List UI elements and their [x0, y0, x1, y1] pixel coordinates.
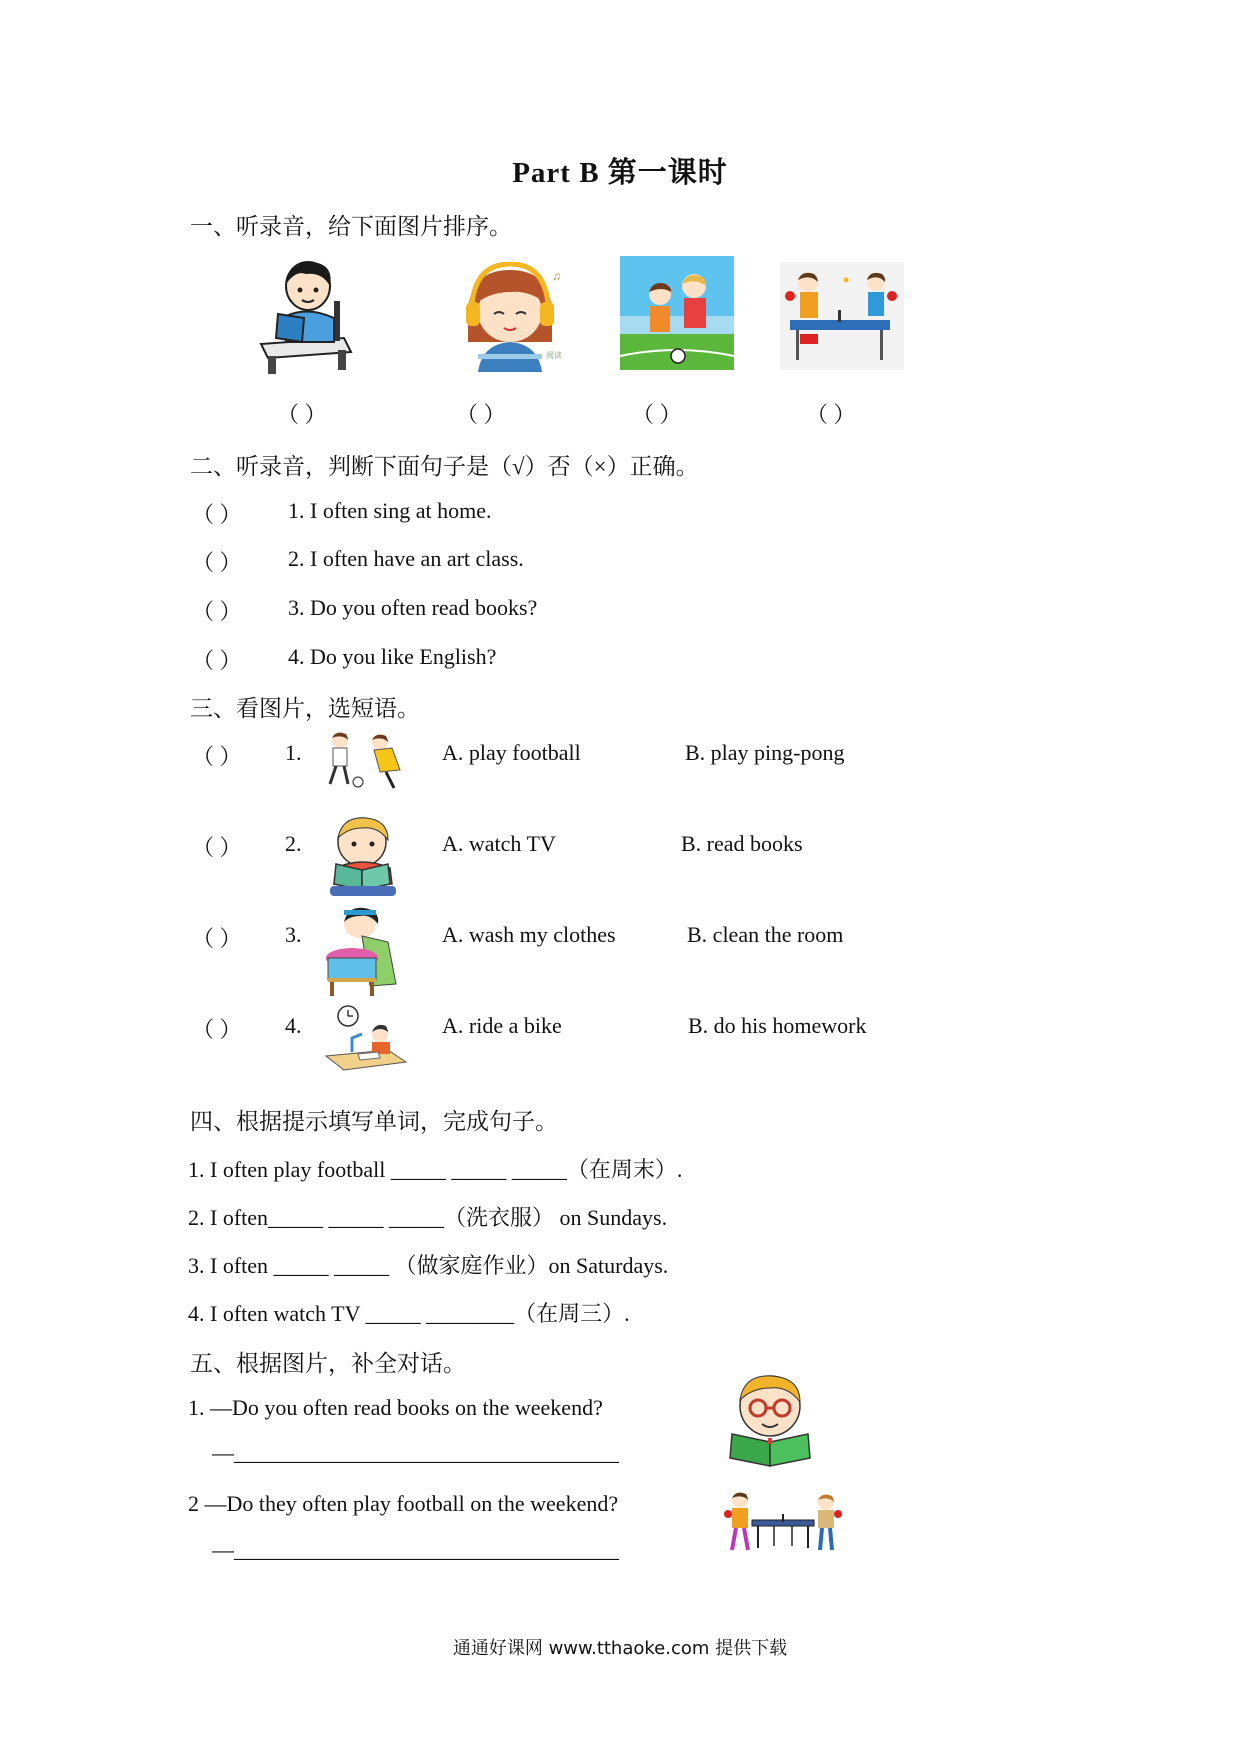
fill-item4[interactable]: 4. I often watch TV _____ ________（在周三）. [188, 1301, 630, 1326]
choice-item2-number: 2. [285, 831, 302, 856]
kids-playing-football-icon [318, 726, 408, 792]
choice-item2-option-b[interactable]: B. read books [681, 831, 803, 856]
choice-item3-option-b[interactable]: B. clean the room [687, 922, 844, 947]
choice-item1-number: 1. [285, 740, 302, 765]
section3-heading: 三、看图片，选短语。 [190, 696, 420, 721]
judge-item2-text: 2. I often have an art class. [288, 546, 524, 571]
judge-item3-text: 3. Do you often read books? [288, 595, 538, 620]
girl-with-headphones-picture [458, 262, 568, 372]
boys-playing-football-picture [620, 256, 734, 370]
dialogue1-question: 1. —Do you often read books on the weekend? [188, 1395, 603, 1420]
choice-item4-option-b[interactable]: B. do his homework [688, 1013, 867, 1038]
choice-item1-option-a[interactable]: A. play football [442, 740, 581, 765]
judge-item4-text: 4. Do you like English? [288, 644, 497, 669]
judge-item1-paren[interactable]: （ ） [192, 502, 242, 527]
judge-item2-paren[interactable]: （ ） [192, 550, 242, 575]
kids-playing-ping-pong-picture [780, 262, 904, 370]
section4-heading: 四、根据提示填写单词，完成句子。 [190, 1109, 558, 1134]
kids-ping-pong-table-icon [722, 1488, 842, 1558]
choice-item4-paren[interactable]: （ ） [192, 1017, 242, 1042]
judge-item1-text: 1. I often sing at home. [288, 498, 492, 523]
judge-item3-paren[interactable]: （ ） [192, 599, 242, 624]
picture3-answer-paren[interactable]: （ ） [632, 402, 682, 427]
section5-heading: 五、根据图片，补全对话。 [190, 1351, 466, 1376]
picture4-answer-paren[interactable]: （ ） [806, 402, 856, 427]
picture1-answer-paren[interactable]: （ ） [277, 402, 327, 427]
fill-item2[interactable]: 2. I often_____ _____ _____（洗衣服） on Sundays. [188, 1205, 668, 1230]
boy-reading-book-icon [322, 814, 402, 898]
choice-item3-number: 3. [285, 922, 302, 947]
choice-item3-option-a[interactable]: A. wash my clothes [442, 922, 616, 947]
choice-item2-option-a[interactable]: A. watch TV [442, 831, 556, 856]
girl-washing-clothes-icon [322, 906, 402, 1000]
section1-heading: 一、听录音，给下面图片排序。 [190, 214, 512, 239]
choice-item3-paren[interactable]: （ ） [192, 926, 242, 951]
boy-doing-homework-icon [322, 1004, 408, 1074]
dialogue2-question: 2 —Do they often play football on the weekend? [188, 1491, 619, 1516]
svg-text:阅读: 阅读 [546, 351, 562, 360]
section2-heading: 二、听录音，判断下面句子是（√）否（×）正确。 [190, 454, 699, 479]
choice-item1-paren[interactable]: （ ） [192, 744, 242, 769]
svg-text:♫: ♫ [552, 269, 561, 283]
judge-item4-paren[interactable]: （ ） [192, 648, 242, 673]
choice-item4-option-a[interactable]: A. ride a bike [442, 1013, 562, 1038]
fill-item3[interactable]: 3. I often _____ _____ （做家庭作业）on Saturdays. [188, 1253, 669, 1278]
dialogue1-answer-line[interactable]: —___________________________________ [212, 1440, 619, 1465]
choice-item1-option-b[interactable]: B. play ping-pong [685, 740, 845, 765]
fill-item1[interactable]: 1. I often play football _____ _____ _____（在周末）. [188, 1157, 683, 1182]
boy-reading-at-desk-picture [256, 256, 356, 376]
footer-text: 通通好课网 www.tthaoke.com 提供下载 [452, 1638, 788, 1659]
choice-item2-paren[interactable]: （ ） [192, 835, 242, 860]
choice-item4-number: 4. [285, 1013, 302, 1038]
dialogue2-answer-line[interactable]: —___________________________________ [212, 1537, 619, 1562]
picture2-answer-paren[interactable]: （ ） [456, 402, 506, 427]
boy-with-glasses-reading-icon [722, 1372, 818, 1472]
page-title: Part B 第一课时 [512, 157, 728, 189]
